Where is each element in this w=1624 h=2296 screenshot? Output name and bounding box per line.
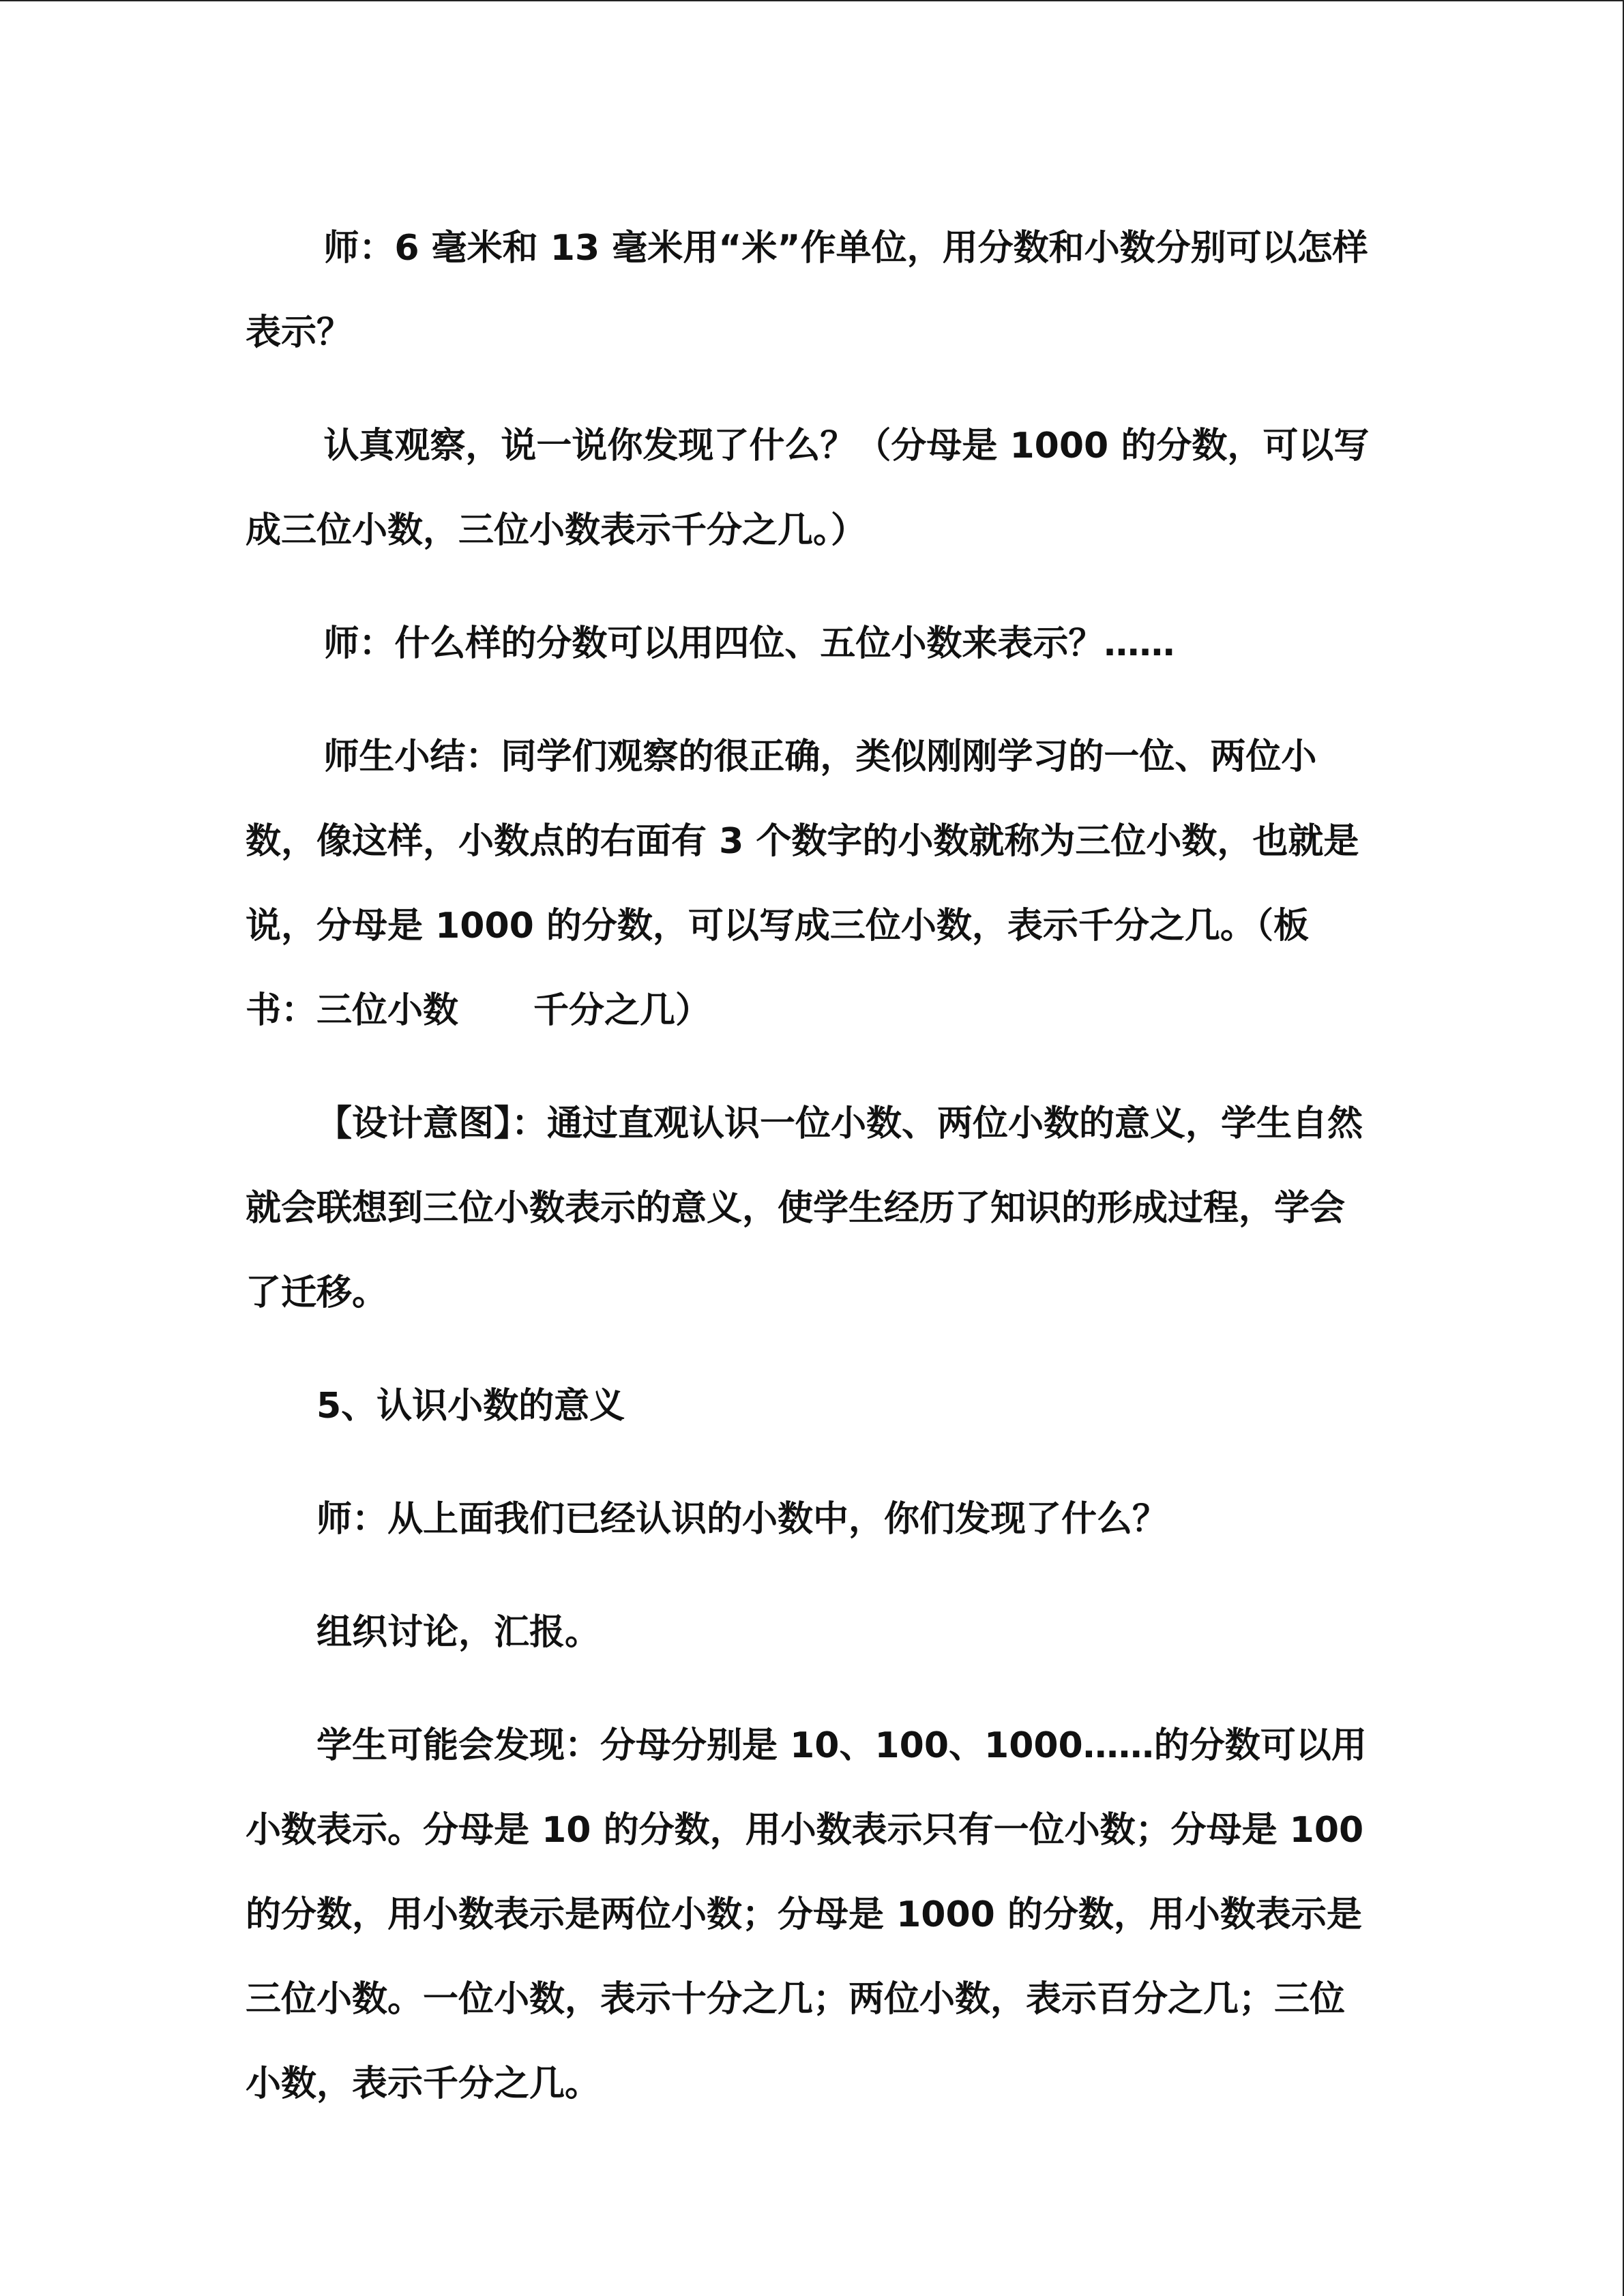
paragraph-observation: 认真观察，说一说你发现了什么？（分母是 1000 的分数，可以写成三位小数，三位小数表示千分之几。） bbox=[246, 426, 1370, 551]
paragraph-teacher-discovery: 师：从上面我们已经认识的小数中，你们发现了什么？ bbox=[316, 1499, 1168, 1540]
paragraph-student-findings: 学生可能会发现：分母分别是 10、100、1000……的分数可以用小数表示。分母是 10 的分数，用小数表示只有一位小数；分母是 100 的分数，用小数表示是两位小数；分母是 1000 的分数，用小数表示是三位小数。一位小数，表示十分之几；两位小数，表示百分之几；三位小数，表示千分之几。 bbox=[246, 1725, 1367, 2104]
paragraph-design-intent: 【设计意图】：通过直观认识一位小数、两位小数的意义，学生自然就会联想到三位小数表示的意义，使学生经历了知识的形成过程，学会了迁移。 bbox=[246, 1103, 1363, 1313]
paragraph-teacher-followup: 师：什么样的分数可以用四位、五位小数来表示？…… bbox=[323, 623, 1175, 664]
paragraph-summary bbox=[246, 715, 1378, 1053]
summary-text: 师生小结：同学们观察的很正确，类似刚刚学习的一位、两位小数，像这样，小数点的右面有 3 个数字的小数就称为三位小数，也就是说，分母是 1000 的分数，可以写成三位小数，表示千分之几。 bbox=[246, 736, 1359, 946]
paragraph-teacher-question: 师：6 毫米和 13 毫米用“米”作单位，用分数和小数分别可以怎样表示？ bbox=[246, 228, 1368, 353]
section-heading: 5、认识小数的意义 bbox=[316, 1386, 625, 1427]
document-body bbox=[246, 206, 1378, 2155]
paragraph-discussion: 组织讨论，汇报。 bbox=[316, 1612, 601, 1653]
board-note-suffix: 千分之几） bbox=[533, 990, 711, 1031]
board-note-prefix: （板书：三位小数 bbox=[246, 906, 1309, 1031]
